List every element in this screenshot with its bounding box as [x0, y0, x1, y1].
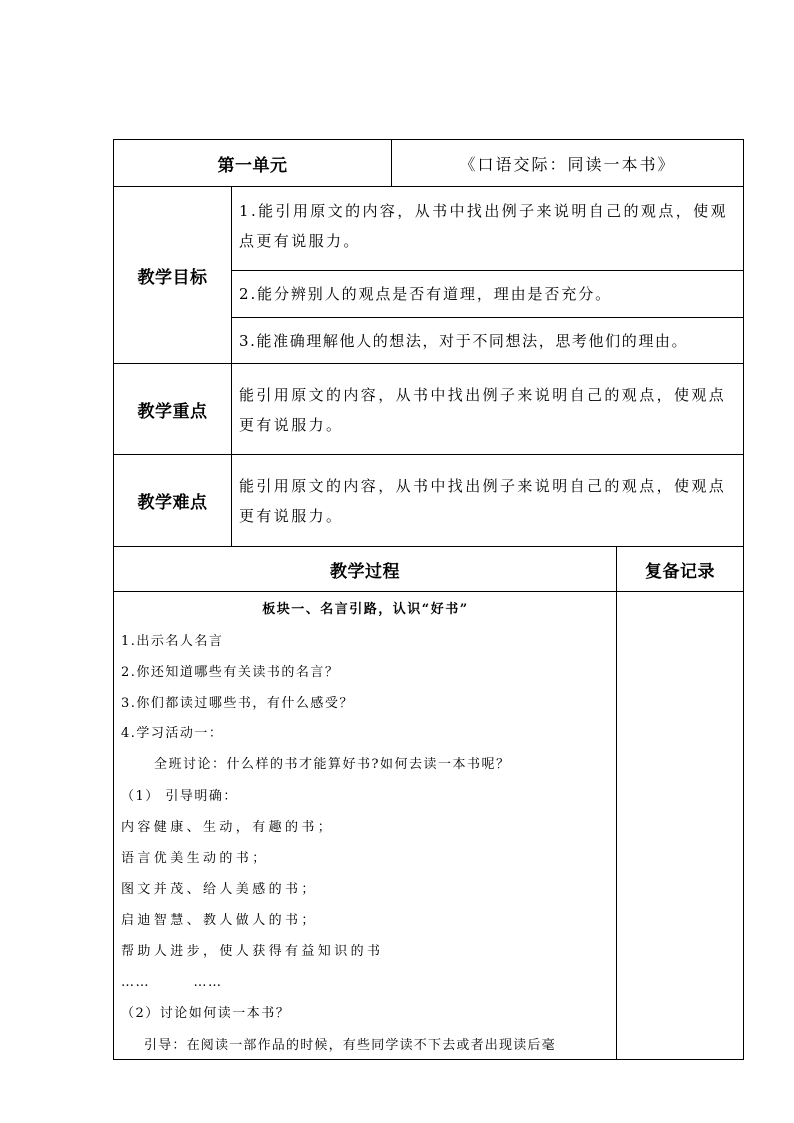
process-label-cell — [114, 547, 617, 592]
process-line-5: 全班讨论：什么样的书才能算好书?如何去读一本书呢？ — [154, 757, 511, 772]
objective-item-1: 1.能引用原文的内容，从书中找出例子来说明自己的观点，使观点更有说服力。 — [232, 187, 744, 271]
process-line-4: 4.学习活动一： — [121, 726, 224, 741]
lesson-title: 《口语交际：同读一本书》 — [459, 154, 676, 174]
notes-label-cell — [617, 547, 744, 592]
lesson-plan-table — [113, 139, 744, 1060]
process-line-13: （2）讨论如何读一本书？ — [121, 1006, 291, 1021]
process-line-12: …… …… — [121, 975, 223, 990]
difficulties-label: 教学难点 — [137, 493, 208, 513]
process-label: 教学过程 — [330, 561, 400, 582]
difficulties-label-cell — [114, 455, 232, 547]
unit-cell — [114, 140, 392, 187]
key-points-label-cell — [114, 364, 232, 455]
objectives-label: 教学目标 — [137, 267, 208, 288]
process-line-3: 3.你们都读过哪些书，有什么感受？ — [121, 696, 354, 711]
notes-label: 复备记录 — [645, 561, 715, 582]
objectives-label-cell — [114, 187, 232, 364]
difficulties-text: 能引用原文的内容，从书中找出例子来说明自己的观点，使观点更有说服力。 — [239, 477, 727, 525]
block-title: 板块一、名言引路，认识“好书” — [262, 602, 469, 617]
process-line-9: 图文并茂、给人美感的书； — [121, 882, 318, 897]
process-line-6: （1） 引导明确： — [121, 789, 238, 804]
process-line-8: 语言优美生动的书； — [121, 851, 269, 866]
process-line-11: 帮助人进步，使人获得有益知识的书 — [121, 944, 384, 959]
difficulties-text-cell — [232, 455, 744, 547]
lesson-cell — [392, 140, 744, 187]
key-points-text-cell — [232, 364, 744, 455]
process-line-10: 启迪智慧、教人做人的书； — [121, 913, 318, 928]
objective-item-3: 3.能准确理解他人的想法，对于不同想法，思考他们的理由。 — [232, 318, 744, 364]
process-line-2: 2.你还知道哪些有关读书的名言？ — [121, 665, 340, 680]
process-line-1: 1.出示名人名言 — [121, 634, 224, 649]
key-points-text: 能引用原文的内容，从书中找出例子来说明自己的观点，使观点更有说服力。 — [239, 386, 727, 434]
process-body-cell — [114, 592, 617, 1060]
process-line-7: 内容健康、生动，有趣的书； — [121, 820, 335, 835]
objective-item-2: 2.能分辨别人的观点是否有道理，理由是否充分。 — [232, 271, 744, 318]
notes-body-cell[interactable] — [617, 592, 744, 1060]
unit-title: 第一单元 — [217, 155, 288, 176]
process-line-14: 引导：在阅读一部作品的时候，有些同学读不下去或者出现读后毫 — [144, 1038, 556, 1053]
key-points-label: 教学重点 — [137, 401, 208, 422]
